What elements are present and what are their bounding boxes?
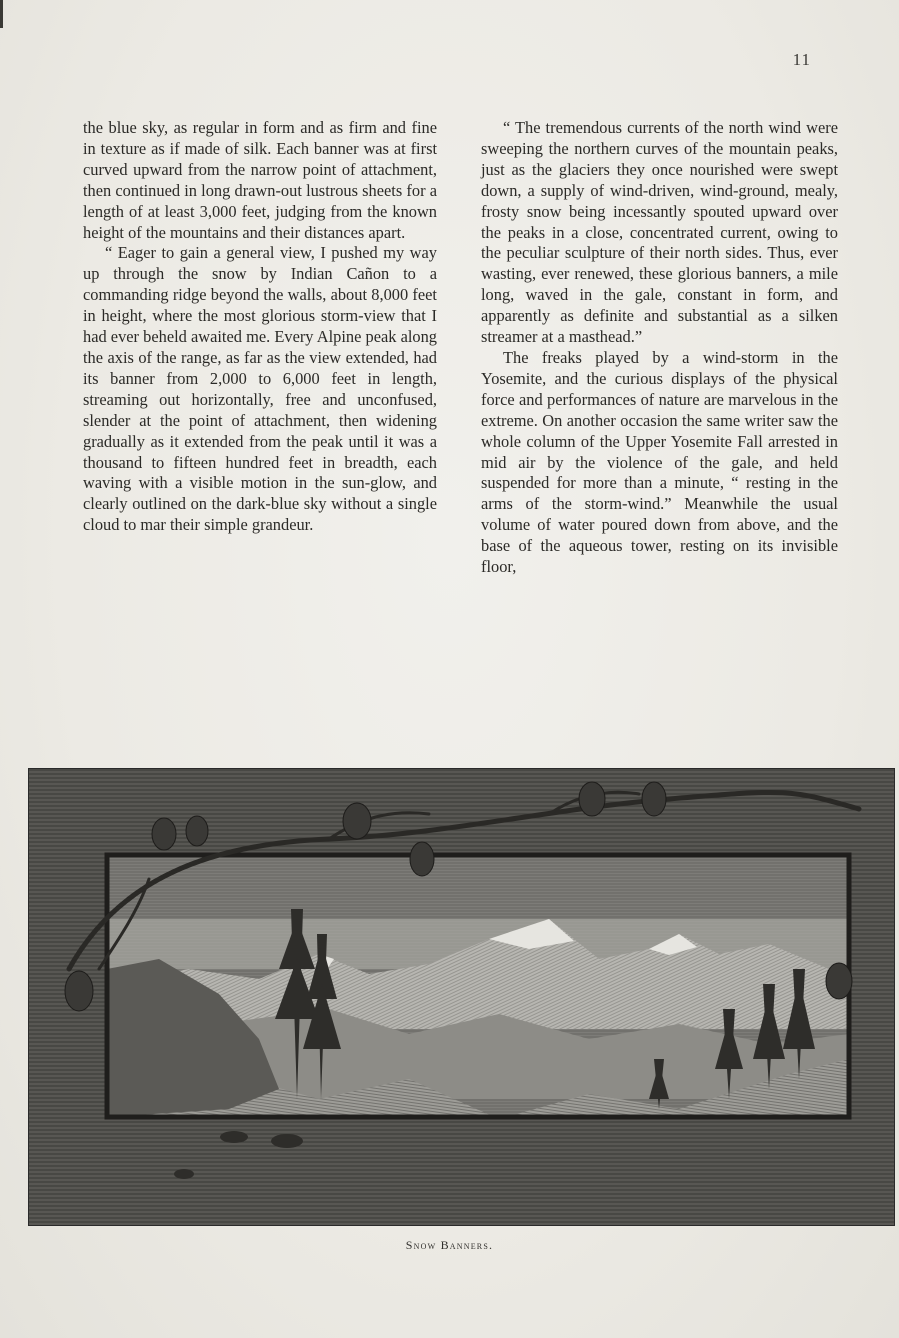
illustration-caption: Snow Banners. bbox=[405, 1238, 494, 1252]
framed-scene bbox=[107, 855, 849, 1119]
page-edge-mark bbox=[0, 0, 3, 28]
right-paragraph-1: “ The tremendous currents of the north wind were sweeping the northern curves of the mountain peaks, just as the glaciers they once nourished were swept down, a supply of wind-driven, wind-ground, mealy, frosty snow being incessantly spouted upward over the peaks in a close, concentrated current, owing to the peculiar sculpture of their north sides. Thus, ever wasting, ever renewed, these glorious banners, a mile long, waved in the gale, constant in form, and apparently as definite and substantial as a silken streamer at a masthead.” bbox=[481, 118, 838, 347]
right-text-column bbox=[481, 118, 838, 578]
snow-banners-illustration bbox=[28, 768, 895, 1226]
left-paragraph-1: the blue sky, as regular in form and as firm and fine in texture as if made of silk. Each banner was at first curved upward from the narrow point of attachment, then continued in long drawn-out lustrous sheets for a length of at least 3,000 feet, judging from the known height of the mountains and their distances apart. bbox=[83, 118, 437, 242]
left-text-column bbox=[83, 118, 437, 536]
right-paragraph-2: The freaks played by a wind-storm in the Yosemite, and the curious displays of the physical force and performances of nature are marvelous in the extreme. On another occasion the same writer saw the whole column of the Upper Yosemite Fall arrested in mid air by the violence of the gale, and held suspended for more than a minute, “ resting in the arms of the storm-wind.” Meanwhile the usual volume of water poured down from above, and the base of the aqueous tower, resting on its invisible floor, bbox=[481, 347, 838, 577]
left-paragraph-2: “ Eager to gain a general view, I pushed my way up through the snow by Indian Cañon to a commanding ridge beyond the walls, about 8,000 feet in height, where the most glorious storm-view that I had ever beheld awaited me. Every Alpine peak along the axis of the range, as far as the view extended, had its banner from 2,000 to 6,000 feet in length, streaming out horizontally, free and unconfused, slender at the point of attachment, then widening gradually as it extended from the peak until it was a thousand to fifteen hundred feet in breadth, each waving with a visible motion in the sun-glow, and clearly outlined on the dark-blue sky without a single cloud to mar their simple grandeur. bbox=[83, 243, 437, 535]
page-number: 11 bbox=[792, 50, 811, 69]
engraving-art bbox=[29, 769, 894, 1225]
